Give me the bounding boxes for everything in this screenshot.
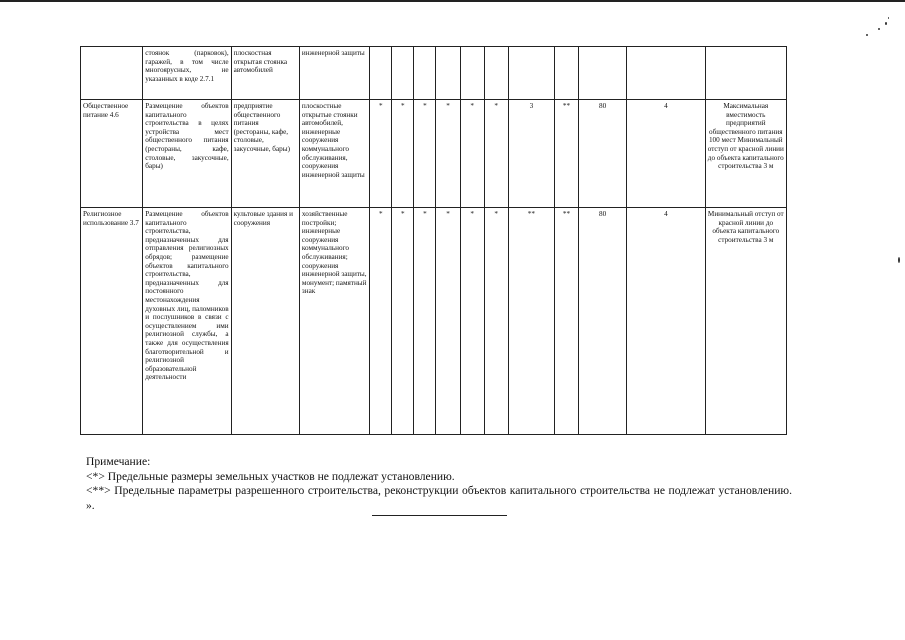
cell-param-5: *: [460, 100, 484, 208]
cell-param-9: 80: [579, 208, 627, 435]
cell-param-9: [579, 47, 627, 100]
footnotes-title: Примечание:: [86, 455, 151, 468]
table-row: [81, 208, 787, 435]
scan-speck: [866, 34, 868, 36]
cell-param-3: [414, 47, 436, 100]
cell-note: Минимальный отступ от красной линии до объекта капитального строительства 3 м: [705, 208, 786, 435]
cell-main-uses: плоскостная открытая стоянка автомобилей: [231, 47, 299, 100]
cell-param-1: *: [370, 208, 392, 435]
cell-param-4: *: [436, 100, 460, 208]
page-top-edge: [0, 0, 905, 2]
cell-code: Общественное питание 4.6: [81, 100, 143, 208]
cell-param-3: *: [414, 208, 436, 435]
cell-param-4: *: [436, 208, 460, 435]
cell-param-6: [484, 47, 508, 100]
cell-aux-uses: хозяйственные постройки; инженерные сооружения коммунального обслуживания; сооружения инженерной защиты, монумент; памятный знак: [299, 208, 369, 435]
cell-param-8: **: [554, 100, 578, 208]
cell-param-10: 4: [627, 100, 705, 208]
cell-param-2: *: [392, 100, 414, 208]
cell-param-1: *: [370, 100, 392, 208]
cell-param-2: *: [392, 208, 414, 435]
footnotes: [86, 455, 792, 513]
cell-description: стоянок (парковок), гаражей, в том числе многоярусных, не указанных в коде 2.7.1: [143, 47, 231, 100]
cell-param-10: 4: [627, 208, 705, 435]
cell-main-uses: культовые здания и сооружения: [231, 208, 299, 435]
cell-param-8: [554, 47, 578, 100]
cell-param-9: 80: [579, 100, 627, 208]
cell-param-5: [460, 47, 484, 100]
cell-param-10: [627, 47, 705, 100]
table-row: [81, 47, 787, 100]
cell-param-6: *: [484, 208, 508, 435]
cell-param-4: [436, 47, 460, 100]
cell-param-6: *: [484, 100, 508, 208]
scan-speck: [885, 22, 887, 25]
cell-param-7: **: [508, 208, 554, 435]
cell-main-uses: предприятие общественного питания (рестораны, кафе, столовые, закусочные, бары): [231, 100, 299, 208]
table-row: [81, 100, 787, 208]
scan-speck: [888, 17, 889, 19]
cell-param-1: [370, 47, 392, 100]
zoning-regulations-table: [80, 46, 787, 435]
cell-param-7: 3: [508, 100, 554, 208]
cell-code: Религиозное использование 3.7: [81, 208, 143, 435]
cell-aux-uses: инженерной защиты: [299, 47, 369, 100]
scan-speck: [898, 257, 900, 263]
footnote-line-2: <**> Предельные параметры разрешенного строительства, реконструкции объектов капитального строительства не подлежат установлению. ».: [86, 484, 792, 512]
cell-description: Размещение объектов капитального строительства в целях устройства мест общественного питания (рестораны, кафе, столовые, закусочные, бары): [143, 100, 231, 208]
cell-param-2: [392, 47, 414, 100]
cell-param-3: *: [414, 100, 436, 208]
zoning-table-wrapper: [80, 46, 787, 435]
cell-note: [705, 47, 786, 100]
footnote-line-1: <*> Предельные размеры земельных участков не подлежат установлению.: [86, 469, 455, 483]
cell-param-5: *: [460, 208, 484, 435]
cell-note: Максимальная вместимость предприятий общественного питания 100 мест Минимальный отступ от красной линии до объекта капитального строительства 3 м: [705, 100, 786, 208]
scan-speck: [878, 28, 880, 30]
cell-param-7: [508, 47, 554, 100]
cell-param-8: **: [554, 208, 578, 435]
cell-code: [81, 47, 143, 100]
cell-aux-uses: плоскостные открытые стоянки автомобилей, инженерные сооружения коммунального обслуживания, сооружения инженерной защиты: [299, 100, 369, 208]
closing-underline: [372, 515, 507, 516]
cell-description: Размещение объектов капитального строительства, предназначенных для отправления религиозных обрядов; размещение объектов капитального строительства, предназначенных для постоянного местонахождения духовных лиц, паломников и послушников в связи с осуществлением ими религиозной службы, а также для осуществления благотворительной и религиозной образовательной деятельности: [143, 208, 231, 435]
